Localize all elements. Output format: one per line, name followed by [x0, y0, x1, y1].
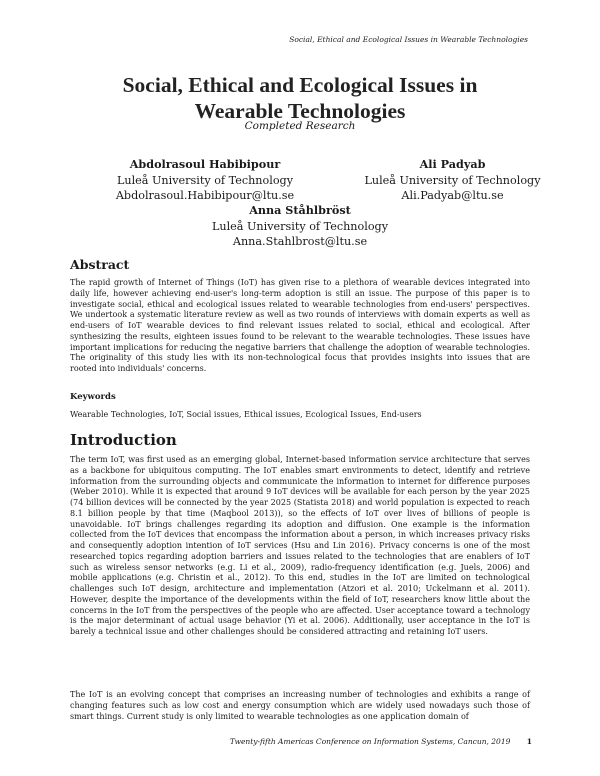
keywords-text: Wearable Technologies, IoT, Social issues, Ethical issues, Ecological Issues, End-users	[70, 410, 422, 419]
author-block	[195, 203, 405, 250]
page-footer	[230, 737, 532, 746]
author-name: Ali Padyab	[419, 157, 486, 171]
author-email[interactable]: Ali.Padyab@ltu.se	[401, 189, 504, 202]
author-affiliation: Luleå University of Technology	[211, 219, 389, 233]
author-block	[100, 157, 310, 204]
abstract-text: The rapid growth of Internet of Things (IoT) has given rise to a plethora of wearable devices integrated into daily life, however achieving end-user's long-term adoption is still an issue. The purpose of this paper is to investigate social, ethical and ecological issues related to wearable technologies from end-users' perspectives. We undertook a systematic literature review as well as two rounds of interviews with domain experts as well as end-users of IoT wearable devices to find relevant issues related to social, ethical and ecological. After synthesizing the results, eighteen issues found to be relevant to the wearable technologies. These issues have important implications for reducing the negative barriers that challenge the adoption of wearable technologies. The originality of this study lies with its non-technological focus that provides insights into issues that are rooted into individuals' concerns.	[70, 278, 530, 373]
author-email[interactable]: Abdolrasoul.Habibipour@ltu.se	[115, 189, 295, 202]
author-email[interactable]: Anna.Stahlbrost@ltu.se	[232, 235, 368, 248]
introduction-paragraph-1: The term IoT, was first used as an emerging global, Internet-based information service architecture that serves as a backbone for ubiquitous computing. The IoT enables smart environments to detect, identify and retrieve information from the surrounding objects and communicate the information to internet for difference purposes (Weber 2010). While it is expected that around 9 IoT devices will be available for each person by the year 2025 (74 billion devices will be connected by the year 2025 (Statista 2018) and world population is expected to reach 8.1 billion people by that time (Maqbool 2013)), so the effects of IoT over lives of billions of people is unavoidable. IoT brings challenges regarding its adoption and diffusion. One example is the information collected from the IoT devices that encompass the information about a person, in which increases privacy risks and consequently adoption intention of IoT services (Hsu and Lin 2016). Privacy concerns is one of the most researched topics regarding adoption barriers and issues related to the technologies that are enablers of IoT such as wireless sensor networks (e.g. Li et al., 2009), radio-frequency identification (e.g. Juels, 2006) and mobile applications (e.g. Christin et al., 2012). To this end, studies in the IoT are limited on technological challenges such IoT design, architecture and implementation (Atzori et al. 2010; Uckelmann et al. 2011). However, despite the importance of the developments within the field of IoT, researchers know little about the concerns in the IoT from the perspectives of the people who are affected. User acceptance toward a technology is the major determinant of actual usage behavior (Yi et al. 2006). Additionally, user acceptance in the IoT is barely a technical issue and other challenges should be considered attracting and retaining IoT users.	[70, 455, 530, 636]
author-affiliation: Luleå University of Technology	[116, 173, 294, 187]
author-name: Abdolrasoul Habibipour	[129, 157, 281, 171]
author-name: Anna Ståhlbröst	[249, 203, 351, 217]
keywords-heading: Keywords	[70, 392, 116, 402]
title-line-2: Wearable Technologies	[194, 99, 406, 123]
introduction-paragraph-2: The IoT is an evolving concept that comprises an increasing number of technologies and exhibits a range of changing features such as low cost and energy consumption which are widely used nowadays such those of smart things. Current study is only limited to wearable technologies as one application domain of	[70, 690, 530, 721]
paper-type: Completed Research	[244, 120, 356, 132]
conference-name: Twenty-fifth Americas Conference on Information Systems, Cancun, 2019	[229, 737, 511, 746]
paper-title	[0, 72, 600, 124]
author-block	[355, 157, 550, 204]
abstract-heading: Abstract	[70, 257, 130, 272]
page-number: 1	[526, 737, 532, 746]
introduction-heading: Introduction	[70, 431, 177, 449]
title-line-1: Social, Ethical and Ecological Issues in	[122, 73, 478, 97]
author-affiliation: Luleå University of Technology	[364, 173, 541, 187]
running-head: Social, Ethical and Ecological Issues in Wearable Technologies	[289, 35, 528, 44]
